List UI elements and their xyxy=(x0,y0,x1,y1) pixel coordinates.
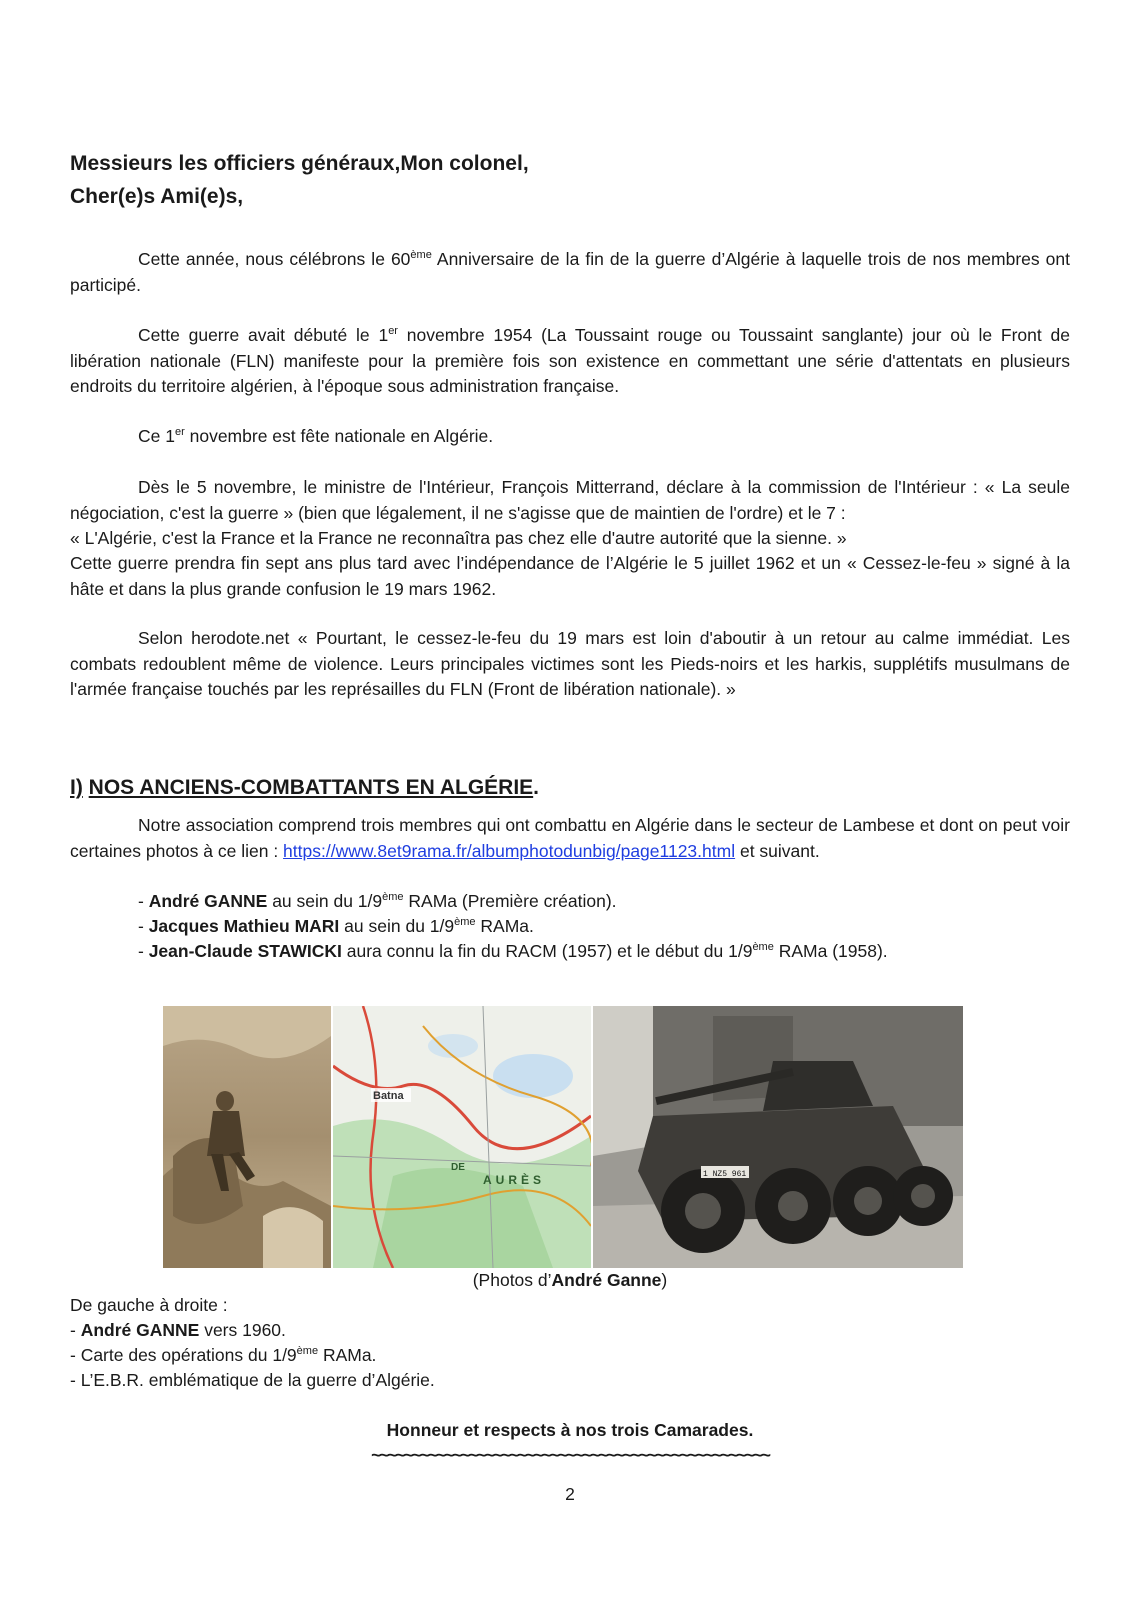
paragraph-association: Notre association comprend trois membres qui ont combattu en Algérie dans le secteur de Lambese et dont on peut voir certaines photos à ce lien : https://www.8et9rama.fr/albumphotodunbig/page1123.html et suivant. xyxy=(70,815,1070,861)
member-item: - André GANNE au sein du 1/9ème RAMa (Première création). xyxy=(138,891,617,911)
map-label-batna: Batna xyxy=(373,1090,404,1102)
member-item: - Jean-Claude STAWICKI aura connu la fin du RACM (1957) et le début du 1/9ème RAMa (1958). xyxy=(138,941,888,961)
page-number: 2 xyxy=(565,1484,575,1504)
map-label-de: DE xyxy=(451,1162,465,1173)
member-item: - Jacques Mathieu MARI au sein du 1/9ème RAMa. xyxy=(138,916,534,936)
photo-caption: (Photos d’André Ganne) xyxy=(472,1270,668,1290)
section-heading: I) NOS ANCIENS-COMBATTANTS EN ALGÉRIE. xyxy=(70,776,540,799)
greeting-line-2: Cher(e)s Ami(e)s, xyxy=(70,185,244,208)
vehicle-plate: 1 NZ5 961 xyxy=(703,1170,747,1179)
map-label-aures: AURÈS xyxy=(483,1173,546,1187)
legend-item: - Carte des opérations du 1/9ème RAMa. xyxy=(70,1345,377,1365)
paragraph-mitterrand-quote: « L'Algérie, c'est la France et la France ne reconnaîtra pas chez elle d'autre autorité que la sienne. » xyxy=(70,528,847,548)
photo-strip xyxy=(163,1006,1057,1268)
paragraph-anniversary: Cette année, nous célébrons le 60ème Anniversaire de la fin de la guerre d’Algérie à laquelle trois de nos membres ont participé. xyxy=(70,249,1070,295)
separator-tildes: ~~~~~~~~~~~~~~~~~~~~~~~~~~~~~~~~~~~~~~~~~~~~~~~~~ xyxy=(371,1445,769,1465)
legend-item: - André GANNE vers 1960. xyxy=(70,1320,286,1340)
photo-andre-ganne xyxy=(163,1006,331,1268)
legend-item: - L’E.B.R. emblématique de la guerre d’Algérie. xyxy=(70,1370,435,1390)
paragraph-war-end: Cette guerre prendra fin sept ans plus tard avec l’indépendance de l’Algérie le 5 juillet 1962 et un « Cessez-le-feu » signé à la hâte et dans la plus grande confusion le 19 mars 1962. xyxy=(70,553,1070,599)
album-link[interactable]: https://www.8et9rama.fr/albumphotodunbig/page1123.html xyxy=(283,840,736,861)
closing-tribute: Honneur et respects à nos trois Camarades. xyxy=(386,1420,754,1440)
photo-operations-map xyxy=(333,1006,591,1268)
paragraph-herodote: Selon herodote.net « Pourtant, le cessez-le-feu du 19 mars est loin d'aboutir à un retour au calme immédiat. Les combats redoublent même de violence. Leurs principales victimes sont les Pieds-noirs et les harkis, supplétifs musulmans de l'armée française touchés par les représailles du FLN (Front de libération nationale). » xyxy=(70,628,1070,699)
paragraph-war-start: Cette guerre avait débuté le 1er novembre 1954 (La Toussaint rouge ou Toussaint sanglante) jour où le Front de libération nationale (FLN) manifeste pour la première fois son existence en commettant une série d'attentats en plusieurs endroits du territoire algérien, à l'époque sous administration française. xyxy=(70,325,1070,396)
greeting-line-1: Messieurs les officiers généraux,Mon colonel, xyxy=(70,152,529,175)
photo-ebr-vehicle xyxy=(593,1006,963,1268)
paragraph-mitterrand: Dès le 5 novembre, le ministre de l'Intérieur, François Mitterrand, déclare à la commission de l'Intérieur : « La seule négociation, c'est la guerre » (bien que légalement, il ne s'agisse que de maintien de l'ordre) et le 7 : xyxy=(70,477,1070,523)
legend-intro: De gauche à droite : xyxy=(70,1295,228,1315)
paragraph-national-day: Ce 1er novembre est fête nationale en Algérie. xyxy=(138,426,494,446)
